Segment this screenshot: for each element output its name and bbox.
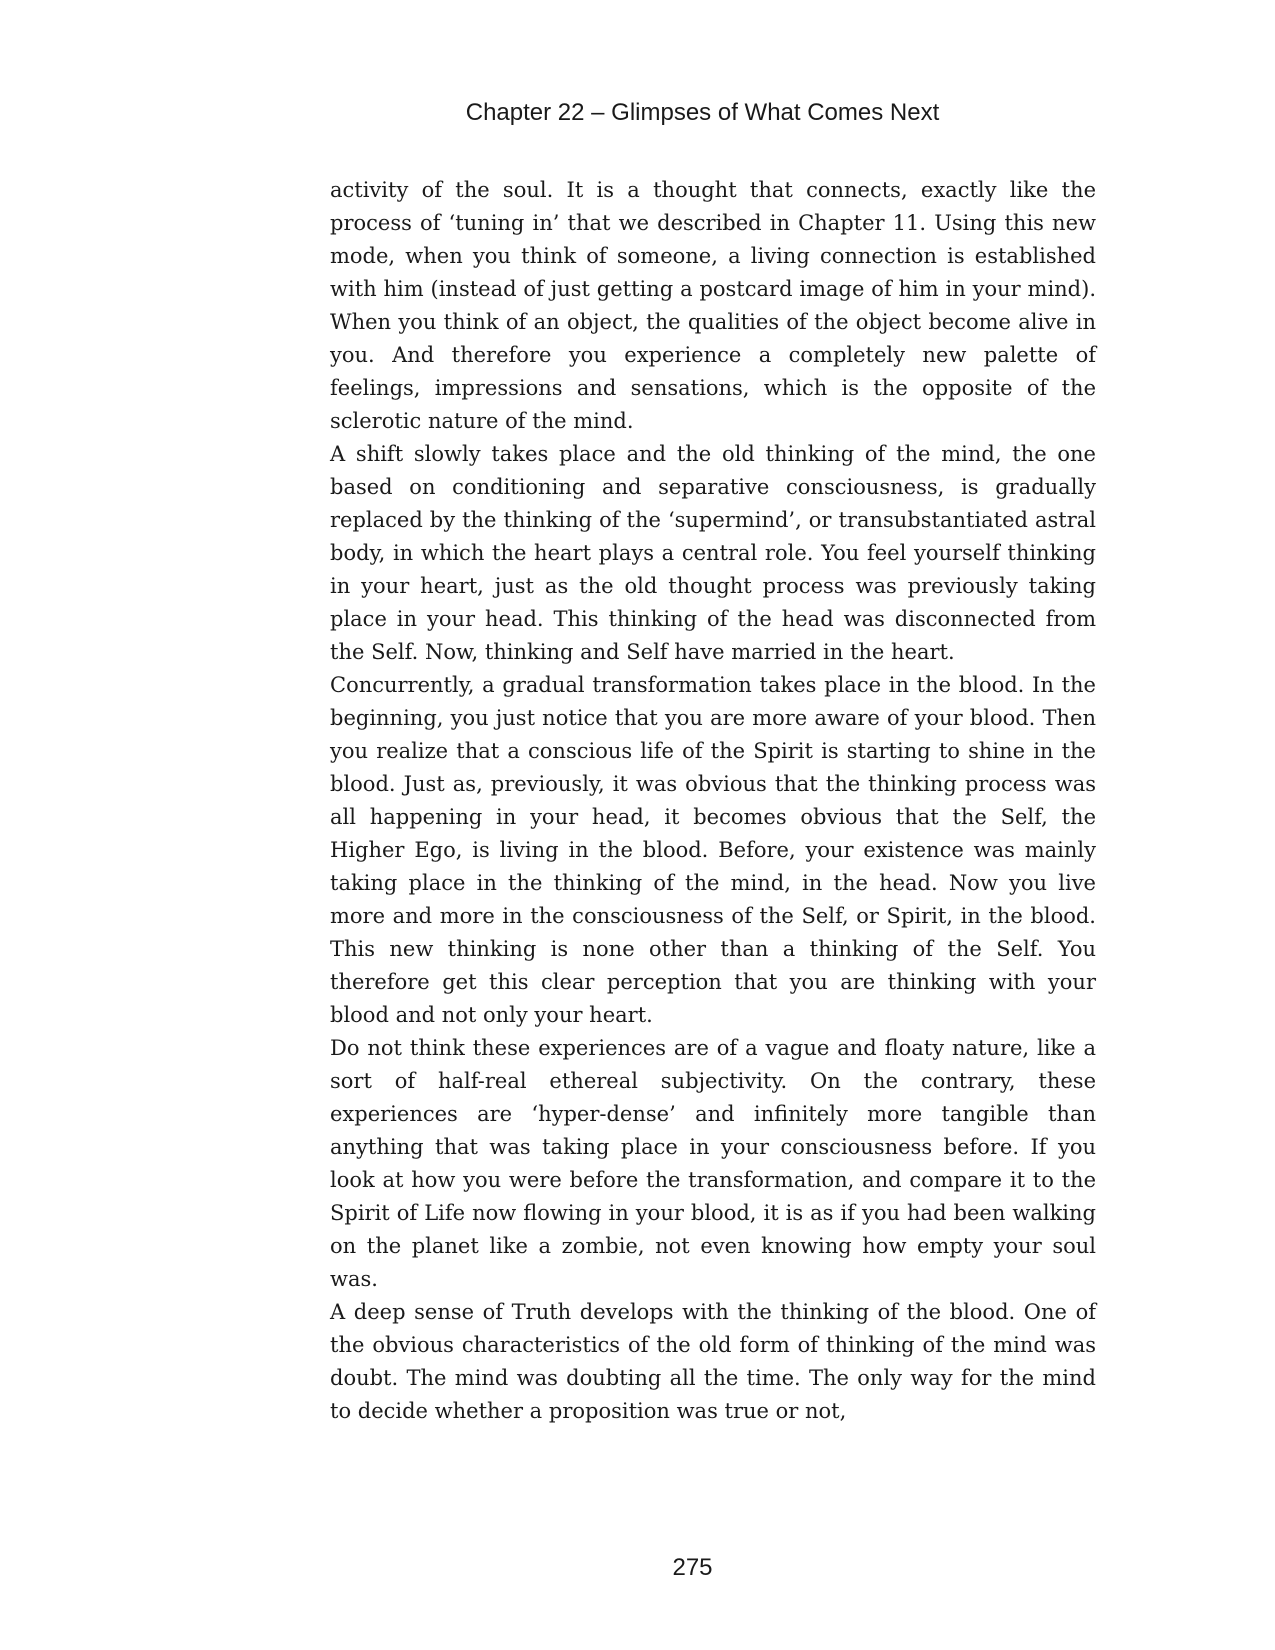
paragraph-2: A shift slowly takes place and the old thinking of the mind, the one based on conditioning and separative consciousness, is gradually replaced by the thinking of the ‘supermind’, or transubstantiated astral body, in which the heart plays a central role. You feel yourself thinking in your heart, just as the old thought process was previously taking place in your head. This thinking of the head was disconnected from the Self. Now, thinking and Self have married in the heart. [330, 442, 1096, 664]
running-header: Chapter 22 – Glimpses of What Comes Next [465, 99, 940, 126]
paragraph-1: activity of the soul. It is a thought that connects, exactly like the process of ‘tuning in’ that we described in Chapter 11. Using this new mode, when you think of someone, a living connection is established with him (instead of just getting a postcard image of him in your mind). When you think of an object, the qualities of the object become alive in you. And therefore you experience a completely new palette of feelings, impressions and sensations, which is the opposite of the sclerotic nature of the mind. [330, 178, 1096, 433]
paragraph-4: Do not think these experiences are of a vague and floaty nature, like a sort of half-real ethereal subjectivity. On the contrary, these experiences are ‘hyper-dense’ and infinitely more tangible than anything that was taking place in your consciousness before. If you look at how you were before the transformation, and compare it to the Spirit of Life now flowing in your blood, it is as if you had been walking on the planet like a zombie, not even knowing how empty your soul was. [330, 1036, 1096, 1291]
page-number: 275 [672, 1554, 713, 1581]
paragraph-3: Concurrently, a gradual transformation takes place in the blood. In the beginning, you just notice that you are more aware of your blood. Then you realize that a conscious life of the Spirit is starting to shine in the blood. Just as, previously, it was obvious that the thinking process was all happening in your head, it becomes obvious that the Self, the Higher Ego, is living in the blood. Before, your existence was mainly taking place in the thinking of the mind, in the head. Now you live more and more in the consciousness of the Self, or Spirit, in the blood. This new thinking is none other than a thinking of the Self. You therefore get this clear perception that you are thinking with your blood and not only your heart. [330, 673, 1096, 1027]
body-text [330, 174, 1096, 1428]
paragraph-5: A deep sense of Truth develops with the thinking of the blood. One of the obvious characteristics of the old form of thinking of the mind was doubt. The mind was doubting all the time. The only way for the mind to decide whether a proposition was true or not, [330, 1300, 1096, 1423]
